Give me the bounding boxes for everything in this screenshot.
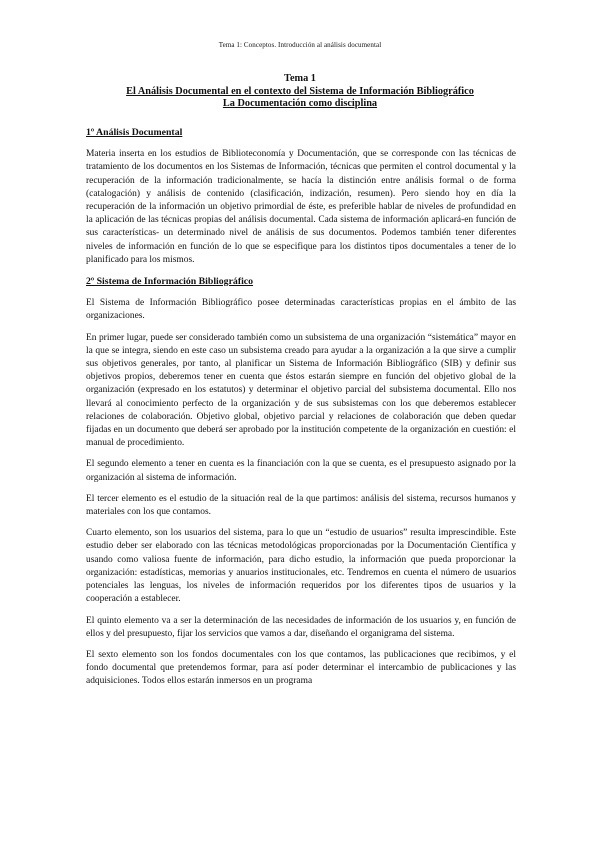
paragraph: Materia inserta en los estudios de Biblioteconomía y Documentación, que se corresponde con las técnicas de tratamiento de los documentos en los Sistemas de Información, técnicas que permiten el control documental y la recuperación de la información tradicionalmente, se hacía la distinción entre análisis formal o de forma (catalogación) y análisis de contenido (clasificación, indización, resumen). Pero siendo hoy en día la recuperación de la información un objetivo primordial de éste, es preferible hablar de niveles de profundidad en la aplicación de las técnicas propias del análisis documental. Cada sistema de información aplicará-en función de sus características- un determinado nivel de análisis de sus documentos. Podemos también tener diferentes niveles de información en función de lo que se especifique para los distintos tipos documentales a tener de lo planificado para los mismos.: [86, 149, 516, 265]
document-body: [86, 126, 516, 697]
paragraph: El tercer elemento es el estudio de la situación real de la que partimos: análisis del sistema, recursos humanos y materiales con los que contamos.: [86, 493, 516, 518]
title-block: [80, 73, 520, 111]
paragraph: Cuarto elemento, son los usuarios del sistema, para lo que un “estudio de usuarios” resulta imprescindible. Este estudio deber ser elaborado con las técnicas metodológicas proporcionadas por la Documentación Científica y usando como valiosa fuente de información, para dicho estudio, la información que pueda proporcionar la organización: estadísticas, memorias y anuarios institucionales, etc. Tendremos en cuenta el número de usuarios potenciales las lenguas, los niveles de información requeridos por los diferentes tipos de usuarios y la cooperación a establecer.: [86, 528, 516, 605]
section-heading-sistema: 2º Sistema de Información Bibliográfico: [86, 276, 254, 288]
chapter-number: Tema 1: [284, 73, 316, 84]
paragraph: El sexto elemento son los fondos documentales con los que contamos, las publicaciones que recibimos, y el fondo documental que pretendemos formar, para así poder determinar el intercambio de publicaciones y las adquisiciones. Todos ellos estarán inmersos en un programa: [86, 649, 516, 687]
paragraph: El quinto elemento va a ser la determinación de las necesidades de información de los usuarios y, en función de ellos y del presupuesto, fijar los servicios que vamos a dar, diseñando el organigrama del sistema.: [86, 615, 516, 639]
paragraph: En primer lugar, puede ser considerado también como un subsistema de una organización “sistemática” mayor en la que se integra, siendo en este caso un subsistema creado para ayudar a la organización a la que sirve a cumplir sus objetivos generales, por tanto, al planificar un Sistema de Información Bibliográfico (SIB) y definir sus objetivos propios, deberemos tener en cuenta que éstos estarán siempre en función del objetivo global de la organización (expresado en los estatutos) y determinar el objetivo parcial del subsistema documental. Ello nos llevará al conocimiento perfecto de la organización y de sus subsistemas con los que deberemos establecer relaciones de colaboración. Objetivo global, objetivo parcial y relaciones de colaboración que deben quedar fijadas en un documento que deberá ser aprobado por la institución competente de la organización en cuestión: el manual de procedimiento.: [86, 332, 516, 449]
document-title: El Análisis Documental en el contexto del Sistema de Información Bibliográfico: [126, 85, 474, 97]
running-header: Tema 1: Conceptos. Introducción al análisis documental: [218, 41, 382, 49]
paragraph: El segundo elemento a tener en cuenta es la financiación con la que se cuenta, es el presupuesto asignado por la organización al sistema de información.: [86, 459, 516, 483]
paragraph: El Sistema de Información Bibliográfico posee determinadas características propias en el ámbito de las organizaciones.: [86, 298, 516, 322]
section-heading-analisis: 1º Análisis Documental: [86, 127, 183, 138]
document-subtitle: La Documentación como disciplina: [222, 98, 378, 109]
